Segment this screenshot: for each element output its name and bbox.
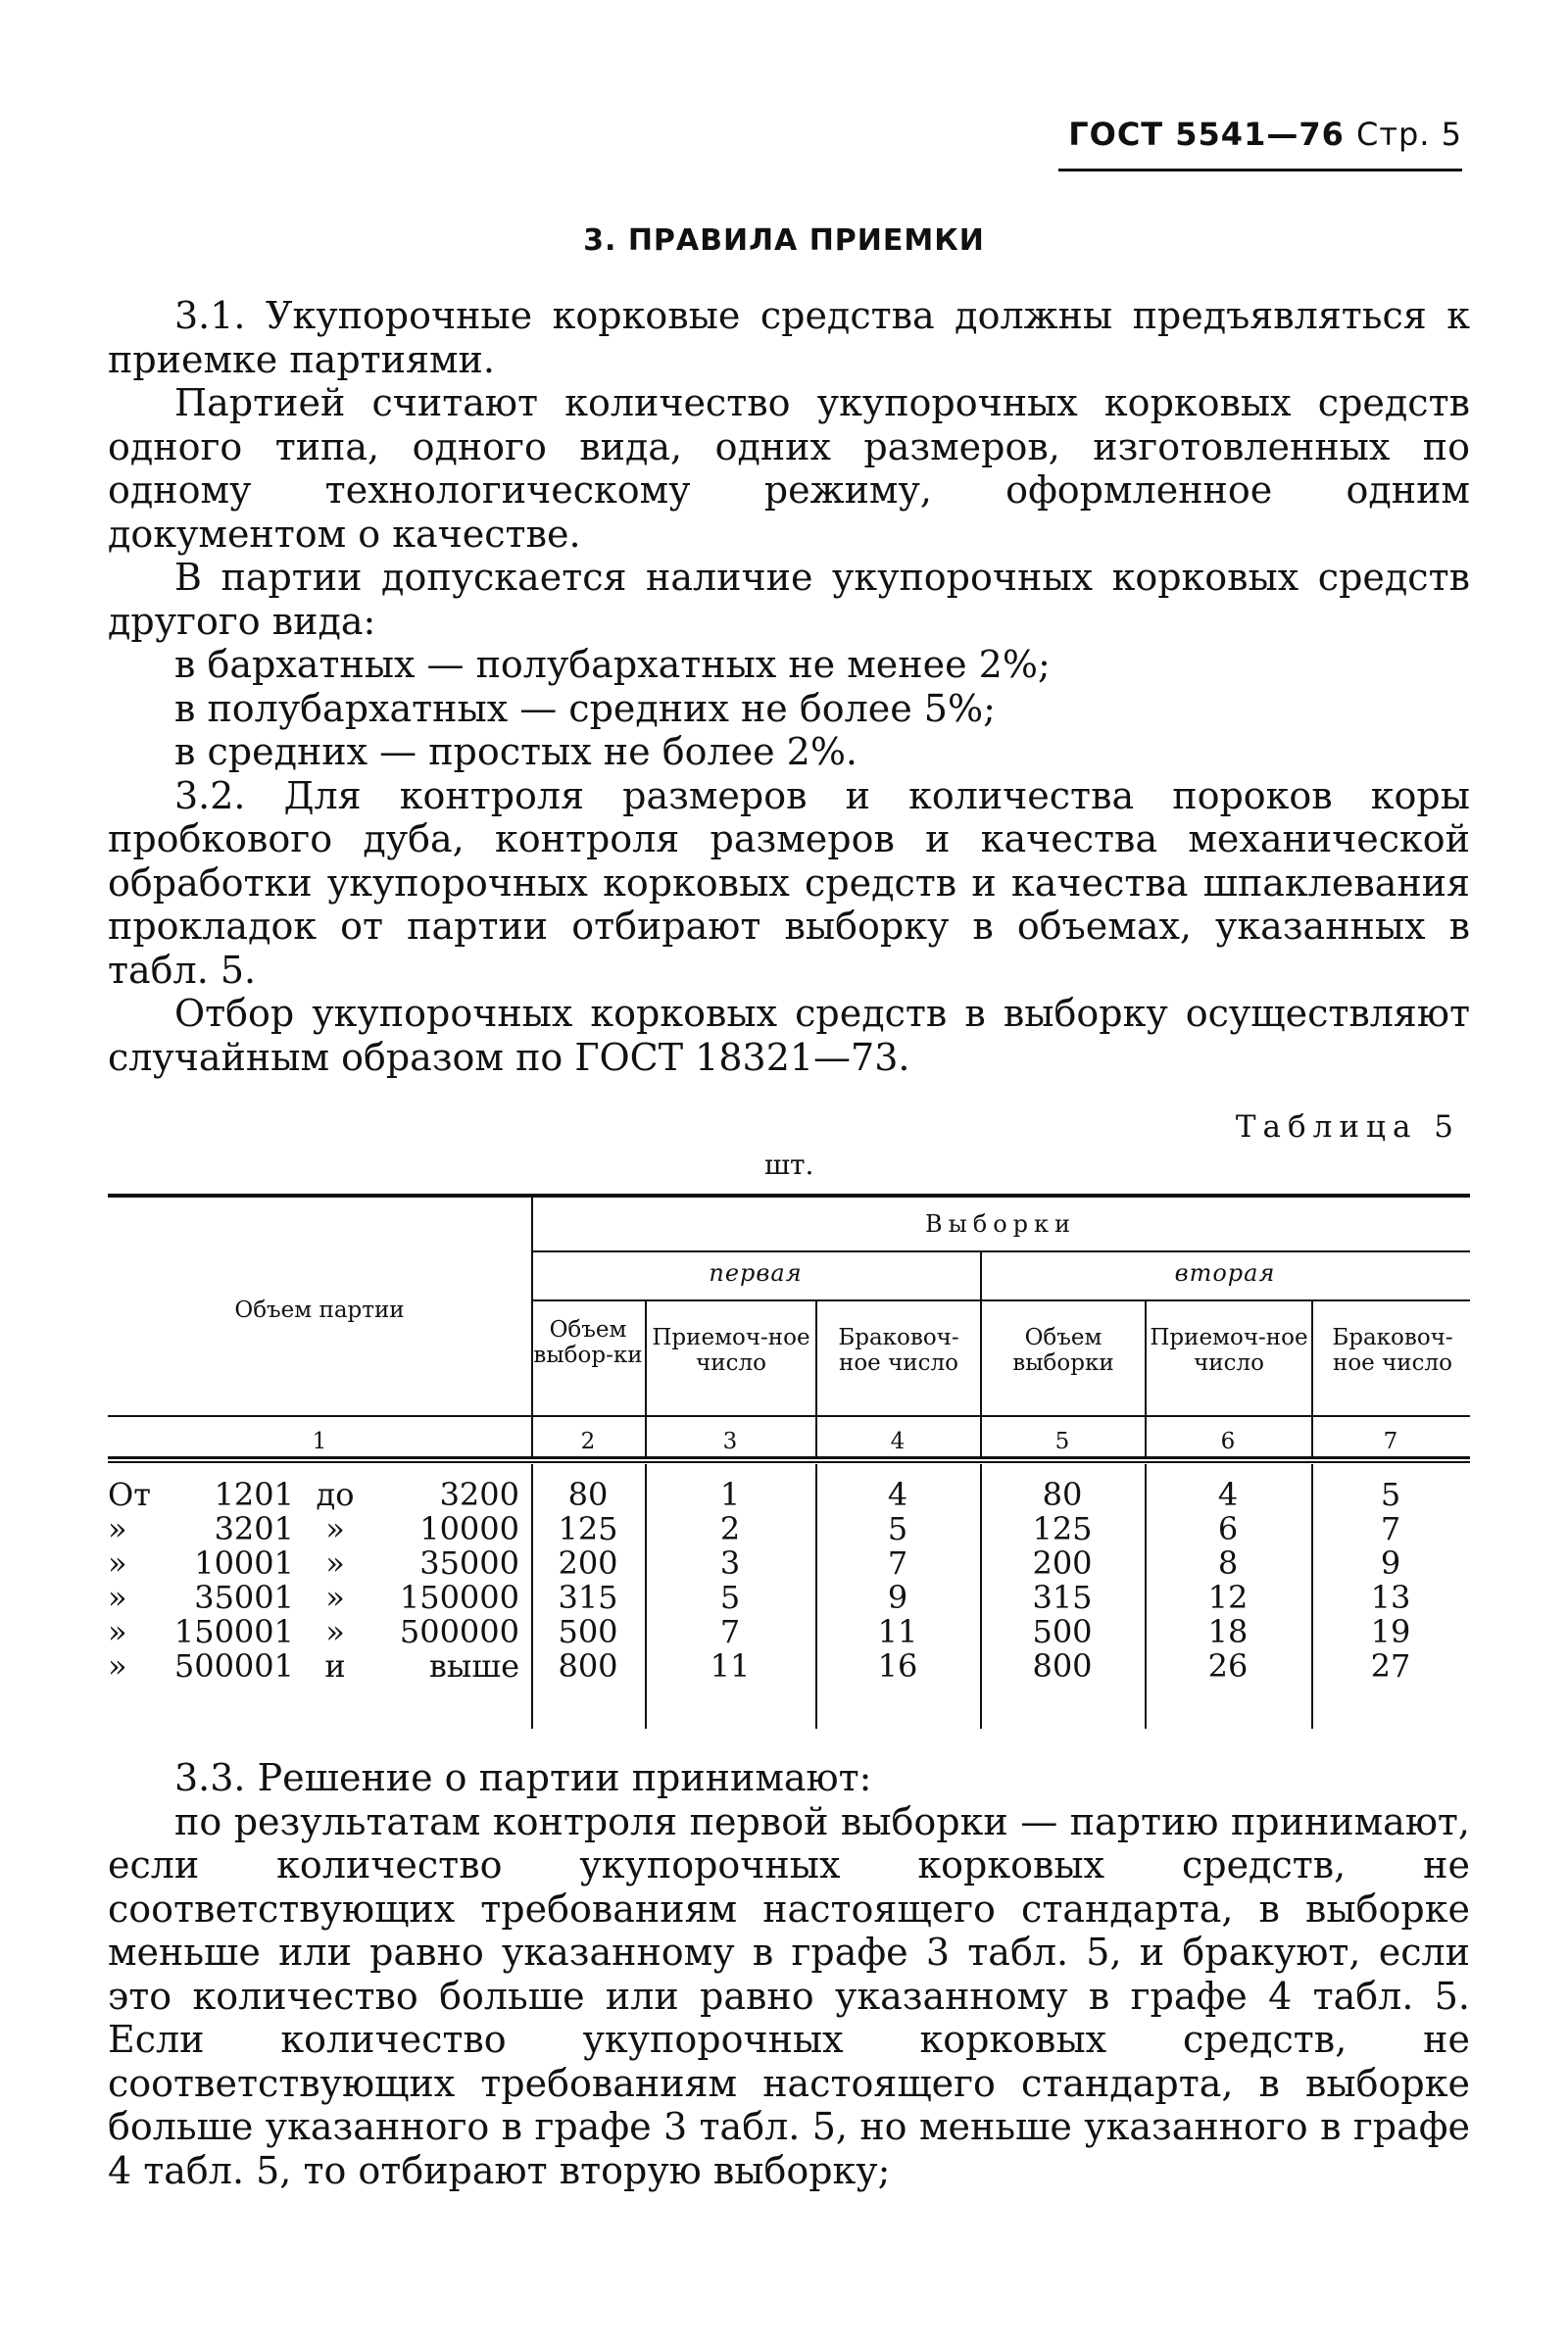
cell-value: 500	[1032, 1613, 1093, 1650]
cell-value: 315	[558, 1579, 618, 1616]
cell-value: 11	[877, 1613, 918, 1650]
table-caption: Таблица 5	[1235, 1109, 1460, 1145]
cell-value: 7	[887, 1544, 908, 1582]
table-row	[108, 1512, 1470, 1546]
cell-value: 26	[1207, 1647, 1249, 1685]
header-rule	[1058, 169, 1462, 171]
range-prefix: »	[108, 1544, 127, 1582]
body-text-top	[108, 294, 1470, 1079]
page-number: Стр. 5	[1356, 116, 1462, 153]
cell-value: 27	[1370, 1647, 1411, 1685]
range-prefix: »	[108, 1647, 127, 1685]
range-from: 35001	[194, 1579, 294, 1616]
cell-value: 125	[558, 1510, 618, 1547]
paragraph: 3.1. Укупорочные корковые средства должны предъявляться к приемке партиями.	[108, 294, 1470, 381]
column-number: 3	[722, 1429, 738, 1454]
range-separator: и	[324, 1647, 346, 1685]
table-row	[108, 1546, 1470, 1581]
table-hline	[531, 1299, 1470, 1301]
cell-value: 125	[1032, 1510, 1093, 1547]
table-header	[108, 1194, 1470, 1459]
cell-value: 800	[1032, 1647, 1093, 1685]
table-row	[108, 1649, 1470, 1684]
range-to: 150000	[399, 1579, 519, 1616]
range-from: 1201	[214, 1476, 294, 1513]
table-row	[108, 1478, 1470, 1512]
table-hline	[108, 1415, 1470, 1417]
paragraph: 3.3. Решение о партии принимают:	[174, 1756, 872, 1799]
header-acceptance-2: Приемоч-ное число	[1150, 1325, 1308, 1376]
range-prefix: »	[108, 1613, 127, 1650]
cell-value: 16	[877, 1647, 918, 1685]
cell-value: 18	[1207, 1613, 1249, 1650]
column-number: 1	[312, 1429, 327, 1454]
cell-value: 5	[1380, 1476, 1401, 1513]
table-unit: шт.	[764, 1149, 814, 1181]
paragraph: В партии допускается наличие укупорочных корковых средств другого вида:	[108, 556, 1470, 643]
cell-value: 9	[1380, 1544, 1401, 1582]
cell-value: 80	[1042, 1476, 1083, 1513]
table-row	[108, 1615, 1470, 1649]
range-prefix: От	[108, 1476, 151, 1513]
header-rejection-1: Браковоч-ное число	[838, 1325, 959, 1376]
header-first-sample: первая	[709, 1259, 803, 1287]
cell-value: 7	[719, 1613, 741, 1650]
header-acceptance-1: Приемоч-ное число	[652, 1325, 810, 1376]
body-text-bottom	[108, 1756, 1470, 2192]
range-separator: »	[325, 1510, 345, 1547]
paragraph: по результатам контроля первой выборки — партию принимают, если количество укупорочных корковых средств, не соответствующих требованиям настоящего стандарта, в выборке меньше или равно указанному в графе 3 табл. 5, и бракуют, если это количество больше или равно указанному в графе 4 табл. 5. Если количество укупорочных корковых средств, не соответствующих требованиям настоящего стандарта, в выборке больше указанного в графе 3 табл. 5, но меньше указанного в графе 4 табл. 5, то отбирают вторую выборку;	[108, 1799, 1470, 2192]
range-to: выше	[428, 1647, 519, 1685]
cell-value: 9	[887, 1579, 908, 1616]
cell-value: 4	[887, 1476, 908, 1513]
cell-value: 200	[1032, 1544, 1093, 1582]
paragraph: в средних — простых не более 2%.	[174, 730, 858, 773]
cell-value: 4	[1217, 1476, 1239, 1513]
paragraph: Партией считают количество укупорочных корковых средств одного типа, одного вида, одних размеров, изготовленных по одному технологическому режиму, оформленное одним документом о качестве.	[108, 381, 1470, 556]
header-second-sample: вторая	[1174, 1259, 1276, 1287]
header-sample-volume-1: Объем выбор-ки	[533, 1317, 643, 1368]
paragraph: в бархатных — полубархатных не менее 2%;	[174, 643, 1051, 686]
cell-value: 315	[1032, 1579, 1093, 1616]
page-header	[1068, 116, 1462, 153]
column-number: 7	[1383, 1429, 1398, 1454]
cell-value: 19	[1370, 1613, 1411, 1650]
cell-value: 5	[887, 1510, 908, 1547]
range-separator: до	[316, 1476, 355, 1513]
range-to: 500000	[399, 1613, 519, 1650]
header-sample-volume-2: Объем выборки	[1012, 1325, 1114, 1376]
cell-value: 2	[719, 1510, 741, 1547]
cell-value: 200	[558, 1544, 618, 1582]
column-number: 6	[1220, 1429, 1236, 1454]
paragraph: Отбор укупорочных корковых средств в выборку осуществляют случайным образом по ГОСТ 18321—73.	[108, 992, 1470, 1079]
range-prefix: »	[108, 1510, 127, 1547]
cell-value: 12	[1207, 1579, 1249, 1616]
header-double-rule	[108, 1461, 1470, 1463]
cell-value: 7	[1380, 1510, 1401, 1547]
header-rejection-2: Браковоч-ное число	[1332, 1325, 1453, 1376]
range-to: 3200	[439, 1476, 519, 1513]
cell-value: 13	[1370, 1579, 1411, 1616]
cell-value: 80	[567, 1476, 609, 1513]
table-hline	[531, 1250, 1470, 1252]
table-row	[108, 1581, 1470, 1615]
paragraph: в полубархатных — средних не более 5%;	[174, 686, 996, 730]
range-from: 500001	[173, 1647, 294, 1685]
range-from: 10001	[194, 1544, 294, 1582]
range-separator: »	[325, 1544, 345, 1582]
cell-value: 6	[1217, 1510, 1239, 1547]
range-to: 10000	[419, 1510, 519, 1547]
range-from: 150001	[173, 1613, 294, 1650]
range-from: 3201	[214, 1510, 294, 1547]
table-body	[108, 1464, 1470, 1729]
header-samples: Выборки	[925, 1210, 1076, 1238]
cell-value: 800	[558, 1647, 618, 1685]
cell-value: 500	[558, 1613, 618, 1650]
range-separator: »	[325, 1613, 345, 1650]
column-number: 2	[580, 1429, 596, 1454]
range-separator: »	[325, 1579, 345, 1616]
paragraph: 3.2. Для контроля размеров и количества пороков коры пробкового дуба, контроля размеров и качества механической обработки укупорочных корковых средств и качества шпаклевания прокладок от партии отбирают выборку в объемах, указанных в табл. 5.	[108, 773, 1470, 992]
cell-value: 1	[719, 1476, 741, 1513]
cell-value: 5	[719, 1579, 741, 1616]
column-number: 4	[890, 1429, 906, 1454]
header-lot-volume: Объем партии	[234, 1298, 405, 1323]
standard-number: ГОСТ 5541—76	[1068, 116, 1345, 153]
cell-value: 3	[719, 1544, 741, 1582]
column-number: 5	[1054, 1429, 1070, 1454]
range-to: 35000	[419, 1544, 519, 1582]
section-title: 3. ПРАВИЛА ПРИЕМКИ	[583, 223, 985, 258]
cell-value: 11	[710, 1647, 751, 1685]
cell-value: 8	[1217, 1544, 1239, 1582]
range-prefix: »	[108, 1579, 127, 1616]
